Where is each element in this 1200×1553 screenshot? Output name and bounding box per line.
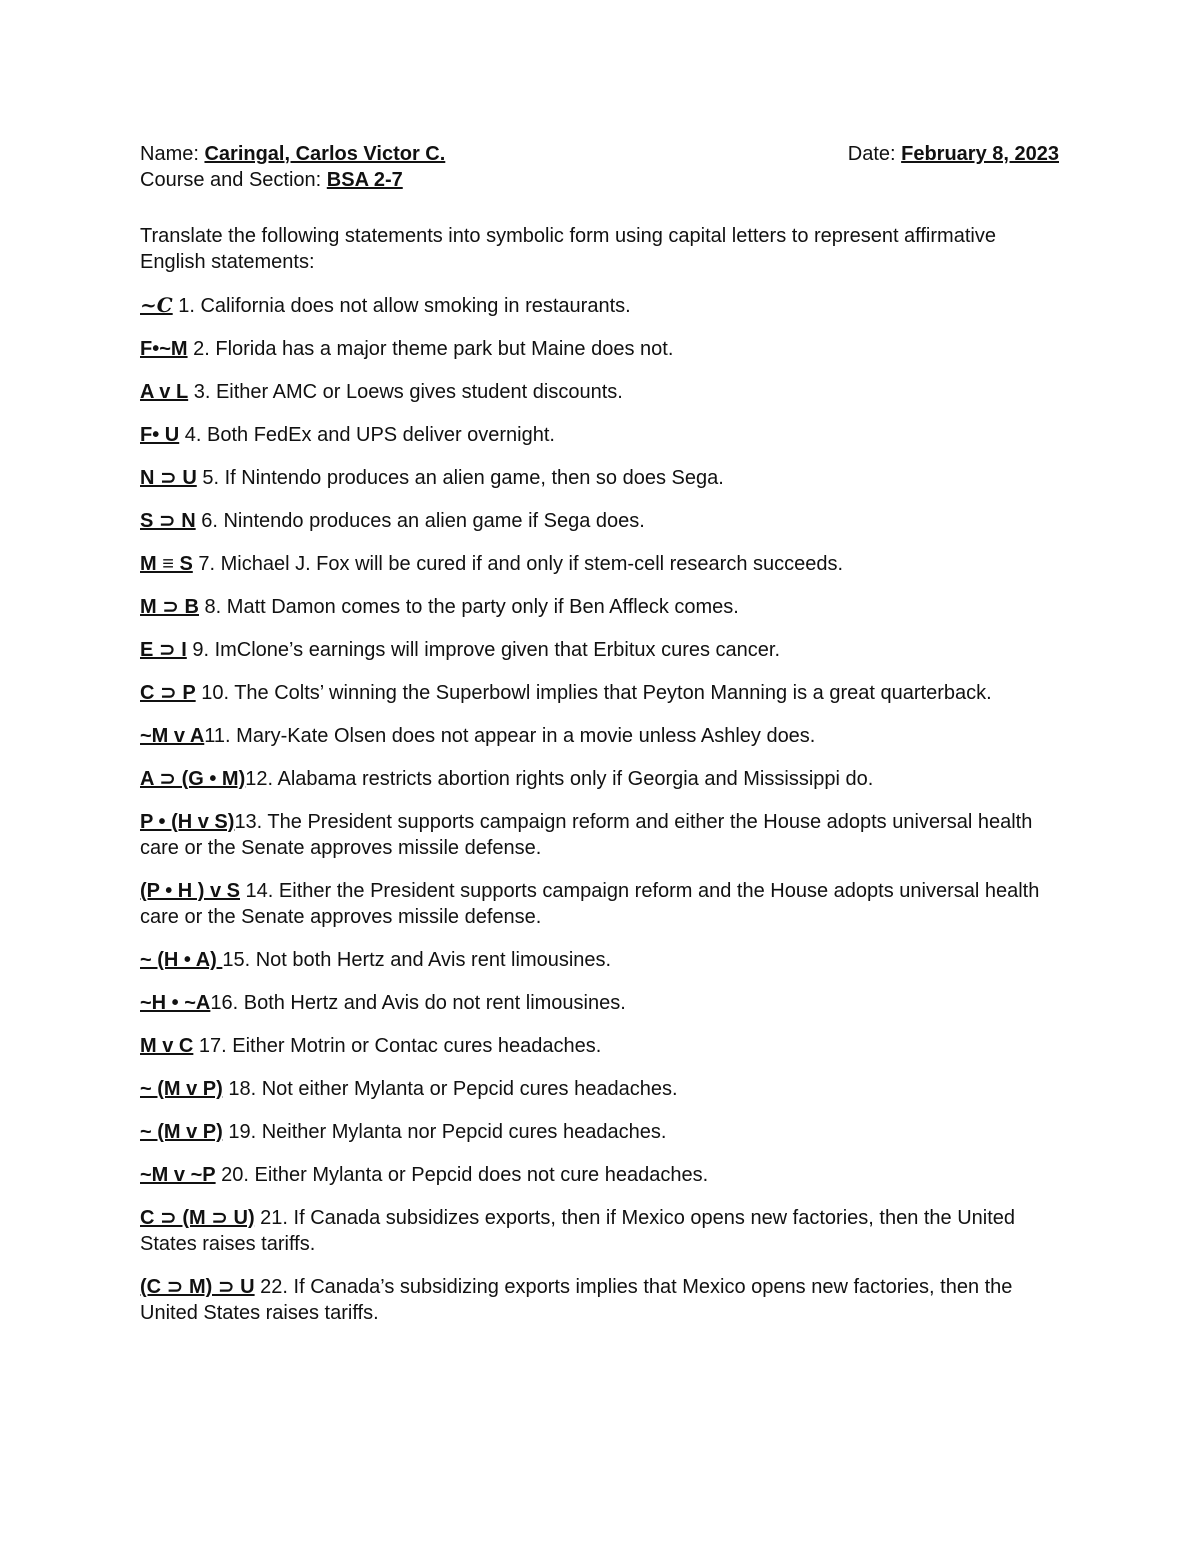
name-label: Name:: [140, 143, 199, 165]
answer-text: 11. Mary-Kate Olsen does not appear in a movie unless Ashley does.: [204, 725, 816, 747]
answer-symbol: ~H • ~A: [140, 992, 211, 1014]
answer-item-19: [140, 1119, 1060, 1145]
answer-text: 17. Either Motrin or Contac cures headaches.: [193, 1035, 602, 1057]
answer-text: 4. Both FedEx and UPS deliver overnight.: [184, 424, 555, 446]
instructions: Translate the following statements into symbolic form using capital letters to represent affirmative English statements:: [140, 225, 996, 273]
answer-text: 19. Neither Mylanta nor Pepcid cures headaches.: [222, 1121, 667, 1143]
answer-symbol: S ⊃ N: [140, 510, 196, 532]
answer-text: 13. The President supports campaign reform and either the House adopts universal health care or the Senate approves missile defense.: [140, 811, 1033, 859]
answer-symbol: M ⊃ B: [140, 596, 199, 618]
answer-symbol: C ⊃ P: [140, 682, 196, 704]
answer-symbol: A v L: [140, 381, 189, 403]
course-line: [140, 167, 403, 193]
answer-symbol: (P • H ) v S: [140, 880, 240, 902]
answer-item-21: [140, 1205, 1060, 1257]
answer-item-7: [140, 551, 1060, 577]
answer-symbol: ~M v ~P: [140, 1164, 216, 1186]
date-label: Date:: [847, 143, 896, 165]
answer-text: 10. The Colts’ winning the Superbowl implies that Peyton Manning is a great quarterback.: [201, 682, 992, 704]
answer-text: 3. Either AMC or Loews gives student discounts.: [193, 381, 623, 403]
answer-symbol: M v C: [140, 1035, 194, 1057]
answer-text: 22. If Canada’s subsidizing exports implies that Mexico opens new factories, then the United States raises tariffs.: [140, 1276, 1013, 1324]
answer-symbol: F• U: [140, 424, 180, 446]
answer-symbol: ~ (M v P): [140, 1121, 223, 1143]
answer-item-6: [140, 508, 1060, 534]
answer-item-12: [140, 766, 1060, 792]
answer-item-13: [140, 809, 1060, 861]
header-course-row: [140, 167, 1060, 193]
answer-symbol: M ≡ S: [140, 553, 193, 575]
answer-item-14: [140, 878, 1060, 930]
answer-symbol: ~C: [140, 293, 173, 317]
answer-text: 21. If Canada subsidizes exports, then if Mexico opens new factories, then the United States raises tariffs.: [140, 1207, 1016, 1255]
answer-symbol: P • (H v S): [140, 811, 235, 833]
answer-item-4: [140, 422, 1060, 448]
answer-text: 6. Nintendo produces an alien game if Sega does.: [201, 510, 645, 532]
answer-text: 7. Michael J. Fox will be cured if and only if stem-cell research succeeds.: [198, 553, 844, 575]
name-value: Caringal, Carlos Victor C.: [204, 143, 446, 165]
answer-symbol: N ⊃ U: [140, 467, 197, 489]
name-line: [140, 141, 445, 167]
answer-text: 14. Either the President supports campaign reform and the House adopts universal health care or the Senate approves missile defense.: [140, 880, 1040, 928]
answer-text: 16. Both Hertz and Avis do not rent limousines.: [210, 992, 626, 1014]
answer-item-3: [140, 379, 1060, 405]
answer-symbol: F•~M: [140, 338, 188, 360]
answer-symbol: (C ⊃ M) ⊃ U: [140, 1276, 255, 1298]
header-name-date-row: [140, 141, 1060, 167]
answer-text: 8. Matt Damon comes to the party only if Ben Affleck comes.: [204, 596, 739, 618]
answer-item-2: [140, 336, 1060, 362]
answer-symbol: ~M v A: [140, 725, 205, 747]
answer-symbol: A ⊃ (G • M): [140, 768, 246, 790]
answer-text: 12. Alabama restricts abortion rights only if Georgia and Mississippi do.: [245, 768, 874, 790]
answer-item-20: [140, 1162, 1060, 1188]
answer-text: 2. Florida has a major theme park but Maine does not.: [193, 338, 674, 360]
answer-list: [140, 292, 1060, 1326]
answer-item-22: [140, 1274, 1060, 1326]
answer-item-18: [140, 1076, 1060, 1102]
course-value: BSA 2-7: [326, 169, 403, 191]
answer-text: 15. Not both Hertz and Avis rent limousines.: [222, 949, 612, 971]
answer-text: 20. Either Mylanta or Pepcid does not cure headaches.: [215, 1164, 709, 1186]
answer-text: 9. ImClone’s earnings will improve given that Erbitux cures cancer.: [192, 639, 781, 661]
answer-symbol: C ⊃ (M ⊃ U): [140, 1207, 255, 1229]
answer-text: 1. California does not allow smoking in restaurants.: [178, 295, 631, 317]
answer-item-17: [140, 1033, 1060, 1059]
answer-item-1: [140, 292, 1060, 319]
date-value: February 8, 2023: [901, 143, 1059, 165]
answer-item-5: [140, 465, 1060, 491]
answer-item-15: [140, 947, 1060, 973]
answer-text: 5. If Nintendo produces an alien game, then so does Sega.: [202, 467, 724, 489]
answer-symbol: ~ (M v P): [140, 1078, 223, 1100]
answer-item-11: [140, 723, 1060, 749]
answer-item-10: [140, 680, 1060, 706]
answer-symbol: E ⊃ I: [140, 639, 187, 661]
answer-item-16: [140, 990, 1060, 1016]
answer-item-9: [140, 637, 1060, 663]
date-line: [848, 141, 1059, 167]
answer-text: 18. Not either Mylanta or Pepcid cures headaches.: [222, 1078, 678, 1100]
course-label: Course and Section:: [140, 169, 322, 191]
answer-symbol: ~ (H • A): [140, 949, 223, 971]
answer-item-8: [140, 594, 1060, 620]
